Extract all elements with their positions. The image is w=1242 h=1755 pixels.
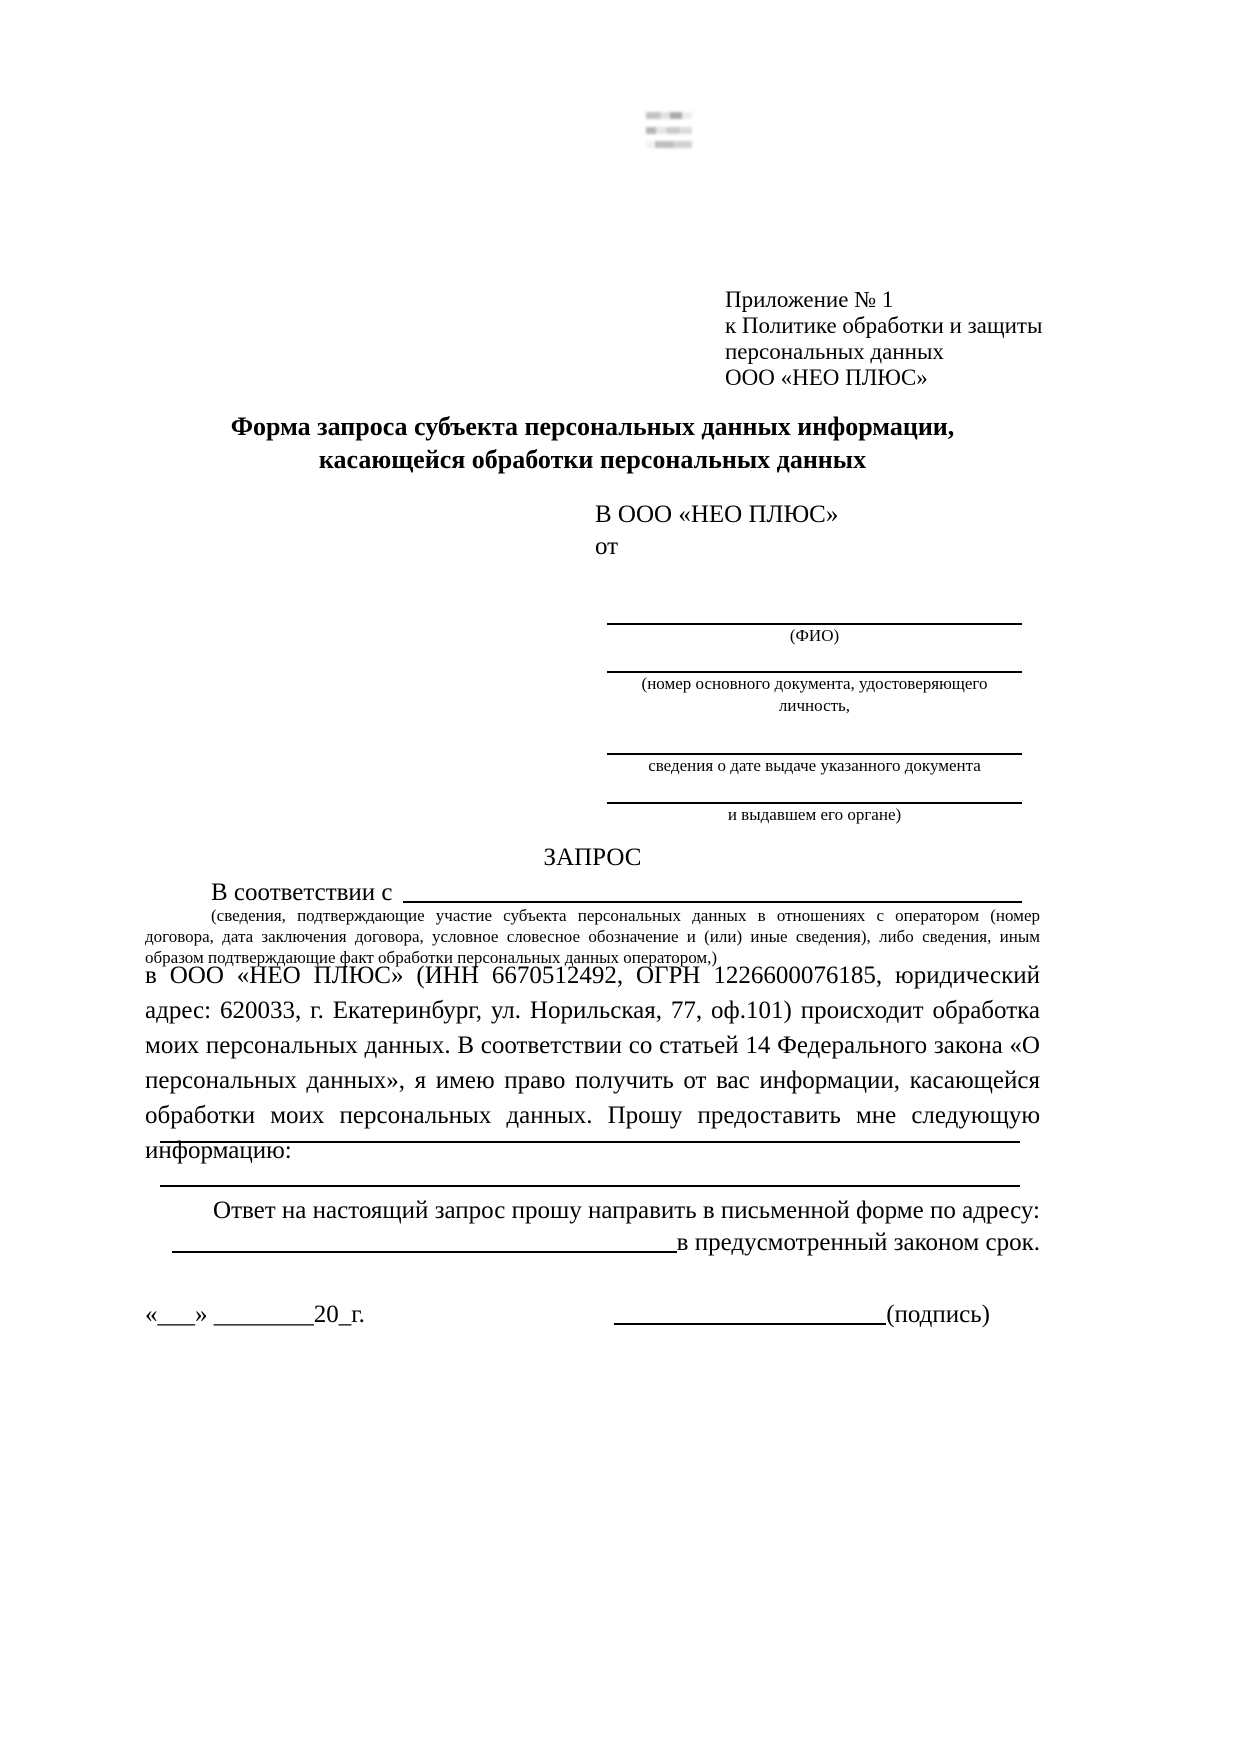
basis-row [145, 878, 1040, 908]
document-title-line2: касающейся обработки персональных данных [318, 445, 867, 474]
request-heading: ЗАПРОС [543, 844, 642, 871]
reply-address-row [145, 1228, 1040, 1258]
logo-stripe [646, 112, 692, 119]
addressee-block [595, 500, 1022, 826]
basis-blank-line [403, 901, 1022, 903]
fio-label: (ФИО) [789, 626, 840, 645]
signature-label: (подпись) [886, 1301, 990, 1328]
date-blank-text: «___» ________20_г. [145, 1301, 365, 1328]
addressee-from: от [595, 533, 619, 560]
reply-instruction-text: Ответ на настоящий запрос прошу направить в письменной форме по адресу: [213, 1197, 1040, 1224]
basis-intro-text: В соответствии с [211, 879, 393, 906]
document-number-label: (номер основного документа, удостоверяющего личность, [641, 674, 988, 715]
document-title [145, 410, 1040, 476]
requested-info-blank-line-2 [160, 1185, 1020, 1187]
logo-stripe [646, 127, 692, 134]
document-title-line1: Форма запроса субъекта персональных данных информации, [230, 412, 955, 441]
appendix-company-line: ООО «НЕО ПЛЮС» [725, 365, 928, 390]
signature-group [614, 1300, 990, 1330]
logo-stripe [646, 141, 692, 148]
reply-address-blank-line [172, 1251, 677, 1253]
signature-blank-line [614, 1323, 886, 1325]
letterhead-logo [646, 112, 692, 148]
basis-explanatory-note: (сведения, подтверждающие участие субъекта персональных данных в отношениях с оператором (номер договора, дата заключения договора, условное словесное обозначение и (или) иные сведения), либо сведения, иным образом подтверждающие факт обработки персональных данных оператором,) [145, 906, 1040, 967]
issuing-authority-label: и выдавшем его органе) [727, 805, 902, 824]
appendix-policy-line2: персональных данных [725, 339, 944, 364]
addressee-to: В ООО «НЕО ПЛЮС» [595, 501, 839, 528]
reply-instruction-tail: в предусмотренный законом срок. [676, 1229, 1040, 1256]
appendix-header-block [725, 287, 1042, 391]
requested-info-blank-line-1 [160, 1141, 1020, 1143]
issue-date-label: сведения о дате выдаче указанного документа [648, 756, 981, 775]
date-signature-row [145, 1300, 1040, 1330]
addressee-fields [607, 623, 1022, 826]
requested-info-lines [145, 1141, 1040, 1187]
appendix-policy-line: к Политике обработки и защиты [725, 313, 1043, 338]
request-body-paragraph: в ООО «НЕО ПЛЮС» (ИНН 6670512492, ОГРН 1226600076185, юридический адрес: 620033, г. Екатеринбург, ул. Норильская, 77, оф.101) происходит обработка моих персональных данных. В соответствии со статьей 14 Федерального закона «О персональных данных», я имею право получить от вас информации, касающейся обработки моих персональных данных. Прошу предоставить мне следующую информацию: [145, 962, 1040, 1164]
appendix-number-line: Приложение № 1 [725, 287, 894, 312]
